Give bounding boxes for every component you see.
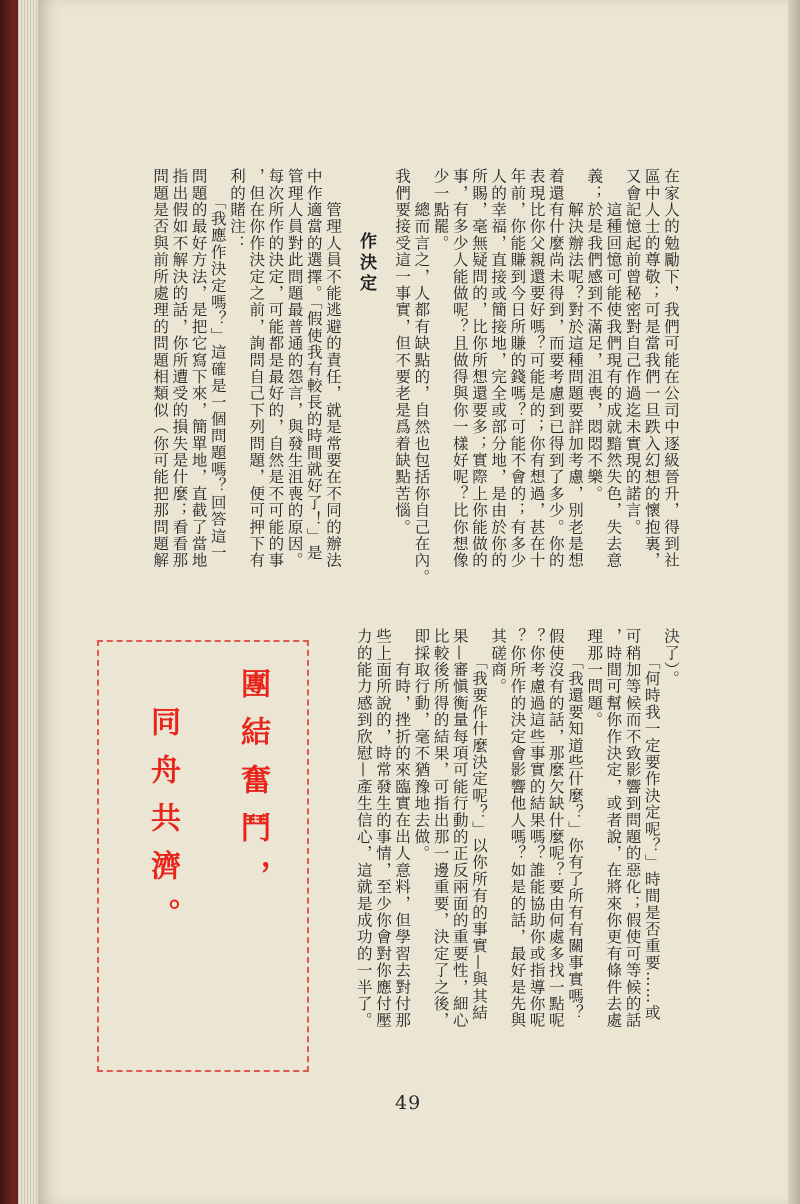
lower-col: 其磋商。	[489, 628, 508, 695]
upper-col: 我們要接受這一事實，但不要老是爲着缺點苦惱。	[393, 168, 412, 536]
upper-col: 「我應作決定嗎？」這確是一個問題嗎？回答這一	[208, 168, 227, 562]
lower-col: 即採取行動，毫不猶豫地去做。	[412, 628, 431, 862]
lower-col: ？你考慮過這些事實的結果嗎？誰能協助你或指導你呢	[527, 628, 546, 1029]
upper-text-block-1	[380, 168, 680, 608]
lower-col: 可稍加等候而不致影響到問題的惡化；假使可等候的話	[623, 628, 642, 1029]
upper-col: 年前，你能賺到今日所賺的錢嗎？可能不會的；有多少	[508, 168, 527, 569]
lower-col: 些上面所說的，時常發生的事情，至少你會對你應付壓	[373, 628, 392, 1029]
upper-col: 事，有多少人能做呢？且做得與你一樣好呢？比你想像	[450, 168, 469, 569]
upper-col: 着還有什麼尚未得到，而要考慮到已得到了多少。你的	[546, 168, 565, 569]
lower-col: ，時間可幫你作決定，或者說，在將來你更有條件去處	[604, 628, 623, 1029]
upper-col: ，但在你作決定之前，詢問自己下列問題，便可押下有	[247, 168, 266, 569]
lower-col: 決了）。	[662, 628, 680, 688]
lower-col: 比較後所得的結果，可指出那一邊重要，決定了之後，	[431, 628, 450, 1029]
next-page-edge	[788, 0, 800, 1204]
section-heading: 作決定	[356, 232, 376, 295]
slogan-box	[97, 640, 309, 1072]
lower-col: 「何時我一定要作決定呢？」時間是否重要……或	[642, 628, 661, 1022]
lower-text-block	[330, 628, 680, 1078]
upper-col: 問題是否與前所處理的問題相類似（你可能把那問題解	[151, 168, 170, 569]
upper-text-block-2	[96, 168, 342, 608]
lower-col: 果—審愼衡量每項可能行動的正反兩面的重要性，細心	[450, 628, 469, 1029]
upper-col: 又會記憶起前曾秘密對自己作過迄未實現的諾言。	[623, 168, 642, 536]
lower-col: 「我還要知道些什麼？」你有了所有有關事實嗎？	[565, 628, 584, 1022]
lower-col: ？你所作的決定會影響他人嗎？如是的話，最好是先與	[508, 628, 527, 1029]
slogan-line-1: 團結奮鬥，	[235, 668, 270, 908]
lower-col: 力的能力感到欣慰—產生信心，這就是成功的一半了。	[354, 628, 373, 1029]
upper-col: 義；於是我們感到不滿足，沮喪，悶悶不樂。	[585, 168, 604, 502]
upper-col: 解決辦法呢？對於這種問題要詳加考慮，別老是想	[565, 168, 584, 569]
upper-col: 區中人士的尊敬；可是當我們一旦跌入幻想的懷抱裏，	[642, 168, 661, 569]
lower-col: 有時，挫折的來臨實在出人意料，但學習去對付那	[393, 628, 412, 1029]
upper-col: 管理人員不能逃避的責任，就是常要在不同的辦法	[324, 168, 342, 569]
lower-col: 假使沒有的話，那麼欠缺什麼呢？要由何處多找一點呢	[546, 628, 565, 1029]
upper-col: 管理人員對此問題最普通的怨言，與發生沮喪的原因。	[285, 168, 304, 569]
upper-col: 在家人的勉勵下，我們可能在公司中逐級晉升，得到社	[662, 168, 680, 569]
upper-col: 所賜，毫無疑問的，比你所想還要多；實際上你能做的	[469, 168, 488, 569]
upper-col: 中作適當的選擇。「假使我有較長的時間就好了！」是	[304, 168, 323, 562]
page-number: 49	[395, 1092, 422, 1114]
slogan-line-2: 同舟共濟。	[145, 706, 180, 946]
upper-col: 總而言之，人都有缺點的，自然也包括你自己在內。	[412, 168, 431, 586]
upper-col: 問題的最好方法，是把它寫下來，簡單地，直截了當地	[189, 168, 208, 569]
lower-col: 「我要作什麼決定呢？」以你所有的事實—與其結	[469, 628, 488, 1022]
upper-col: 這種回憶可能使我們現有的成就黯然失色，失去意	[604, 168, 623, 569]
upper-col: 指出假如不解決的話，你所遭受的損失是什麼；看看那	[170, 168, 189, 569]
upper-col: 每次所作的決定，可能都是最好的，自然是不可能的事	[266, 168, 285, 569]
upper-col: 表現比你父親還要好嗎？可能是的；你有想過，甚在十	[527, 168, 546, 569]
upper-col: 人的幸福，直接或簡接地，完全或部分地，是由於你的	[489, 168, 508, 569]
upper-col: 利的賭注：	[227, 168, 246, 252]
lower-col: 理那一問題。	[585, 628, 604, 729]
upper-col: 少一點罷。	[431, 168, 450, 252]
